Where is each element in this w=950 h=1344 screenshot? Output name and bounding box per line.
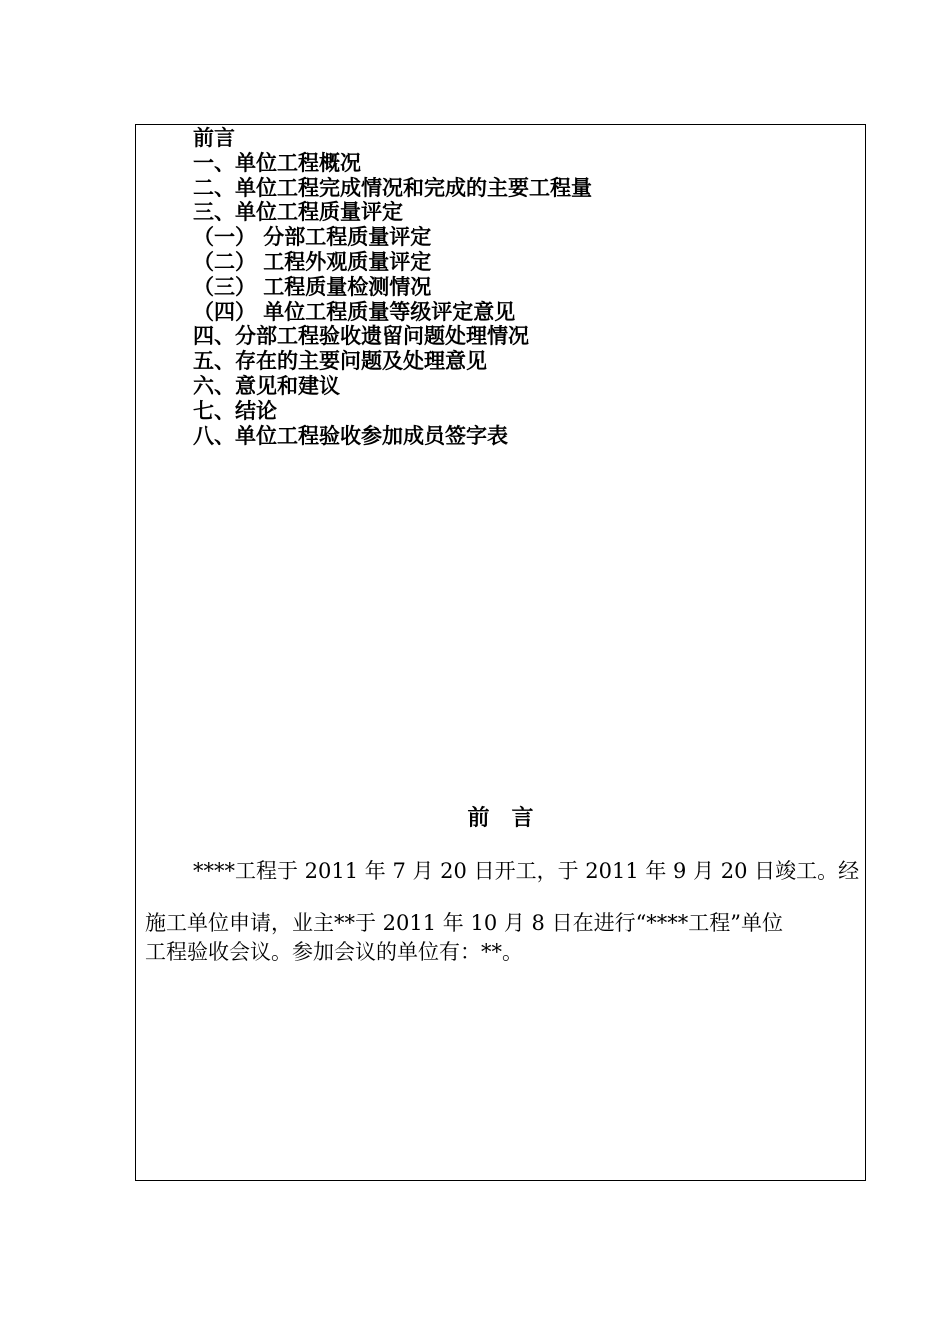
foreword-heading: 前言 (467, 805, 556, 831)
toc-subitem: （三） 工程质量检测情况 (193, 274, 432, 299)
toc-subitem: （二） 工程外观质量评定 (193, 249, 432, 274)
paragraph-line: 施工单位申请，业主**于 2011 年 10 月 8 日在进行“****工程”单位 (145, 911, 784, 935)
toc-subitem: （四） 单位工程质量等级评定意见 (193, 299, 516, 324)
toc-item: 一、单位工程概况 (193, 150, 361, 175)
toc-item: 四、分部工程验收遗留问题处理情况 (193, 324, 529, 349)
toc-item: 二、单位工程完成情况和完成的主要工程量 (193, 175, 592, 200)
toc-item: 八、单位工程验收参加成员签字表 (193, 423, 508, 448)
foreword-paragraph (145, 857, 859, 967)
toc-item: 前言 (193, 126, 235, 150)
table-of-contents (193, 126, 592, 448)
paragraph-line: ****工程于 2011 年 7 月 20 日开工，于 2011 年 9 月 20 日竣工。经 (193, 859, 860, 883)
toc-subitem: （一） 分部工程质量评定 (193, 225, 432, 250)
toc-item: 五、存在的主要问题及处理意见 (193, 349, 487, 374)
toc-item: 七、结论 (193, 398, 277, 423)
toc-item: 六、意见和建议 (193, 373, 340, 398)
toc-item: 三、单位工程质量评定 (193, 200, 403, 225)
document-frame (135, 124, 866, 1181)
paragraph-line: 工程验收会议。参加会议的单位有：**。 (145, 940, 523, 964)
